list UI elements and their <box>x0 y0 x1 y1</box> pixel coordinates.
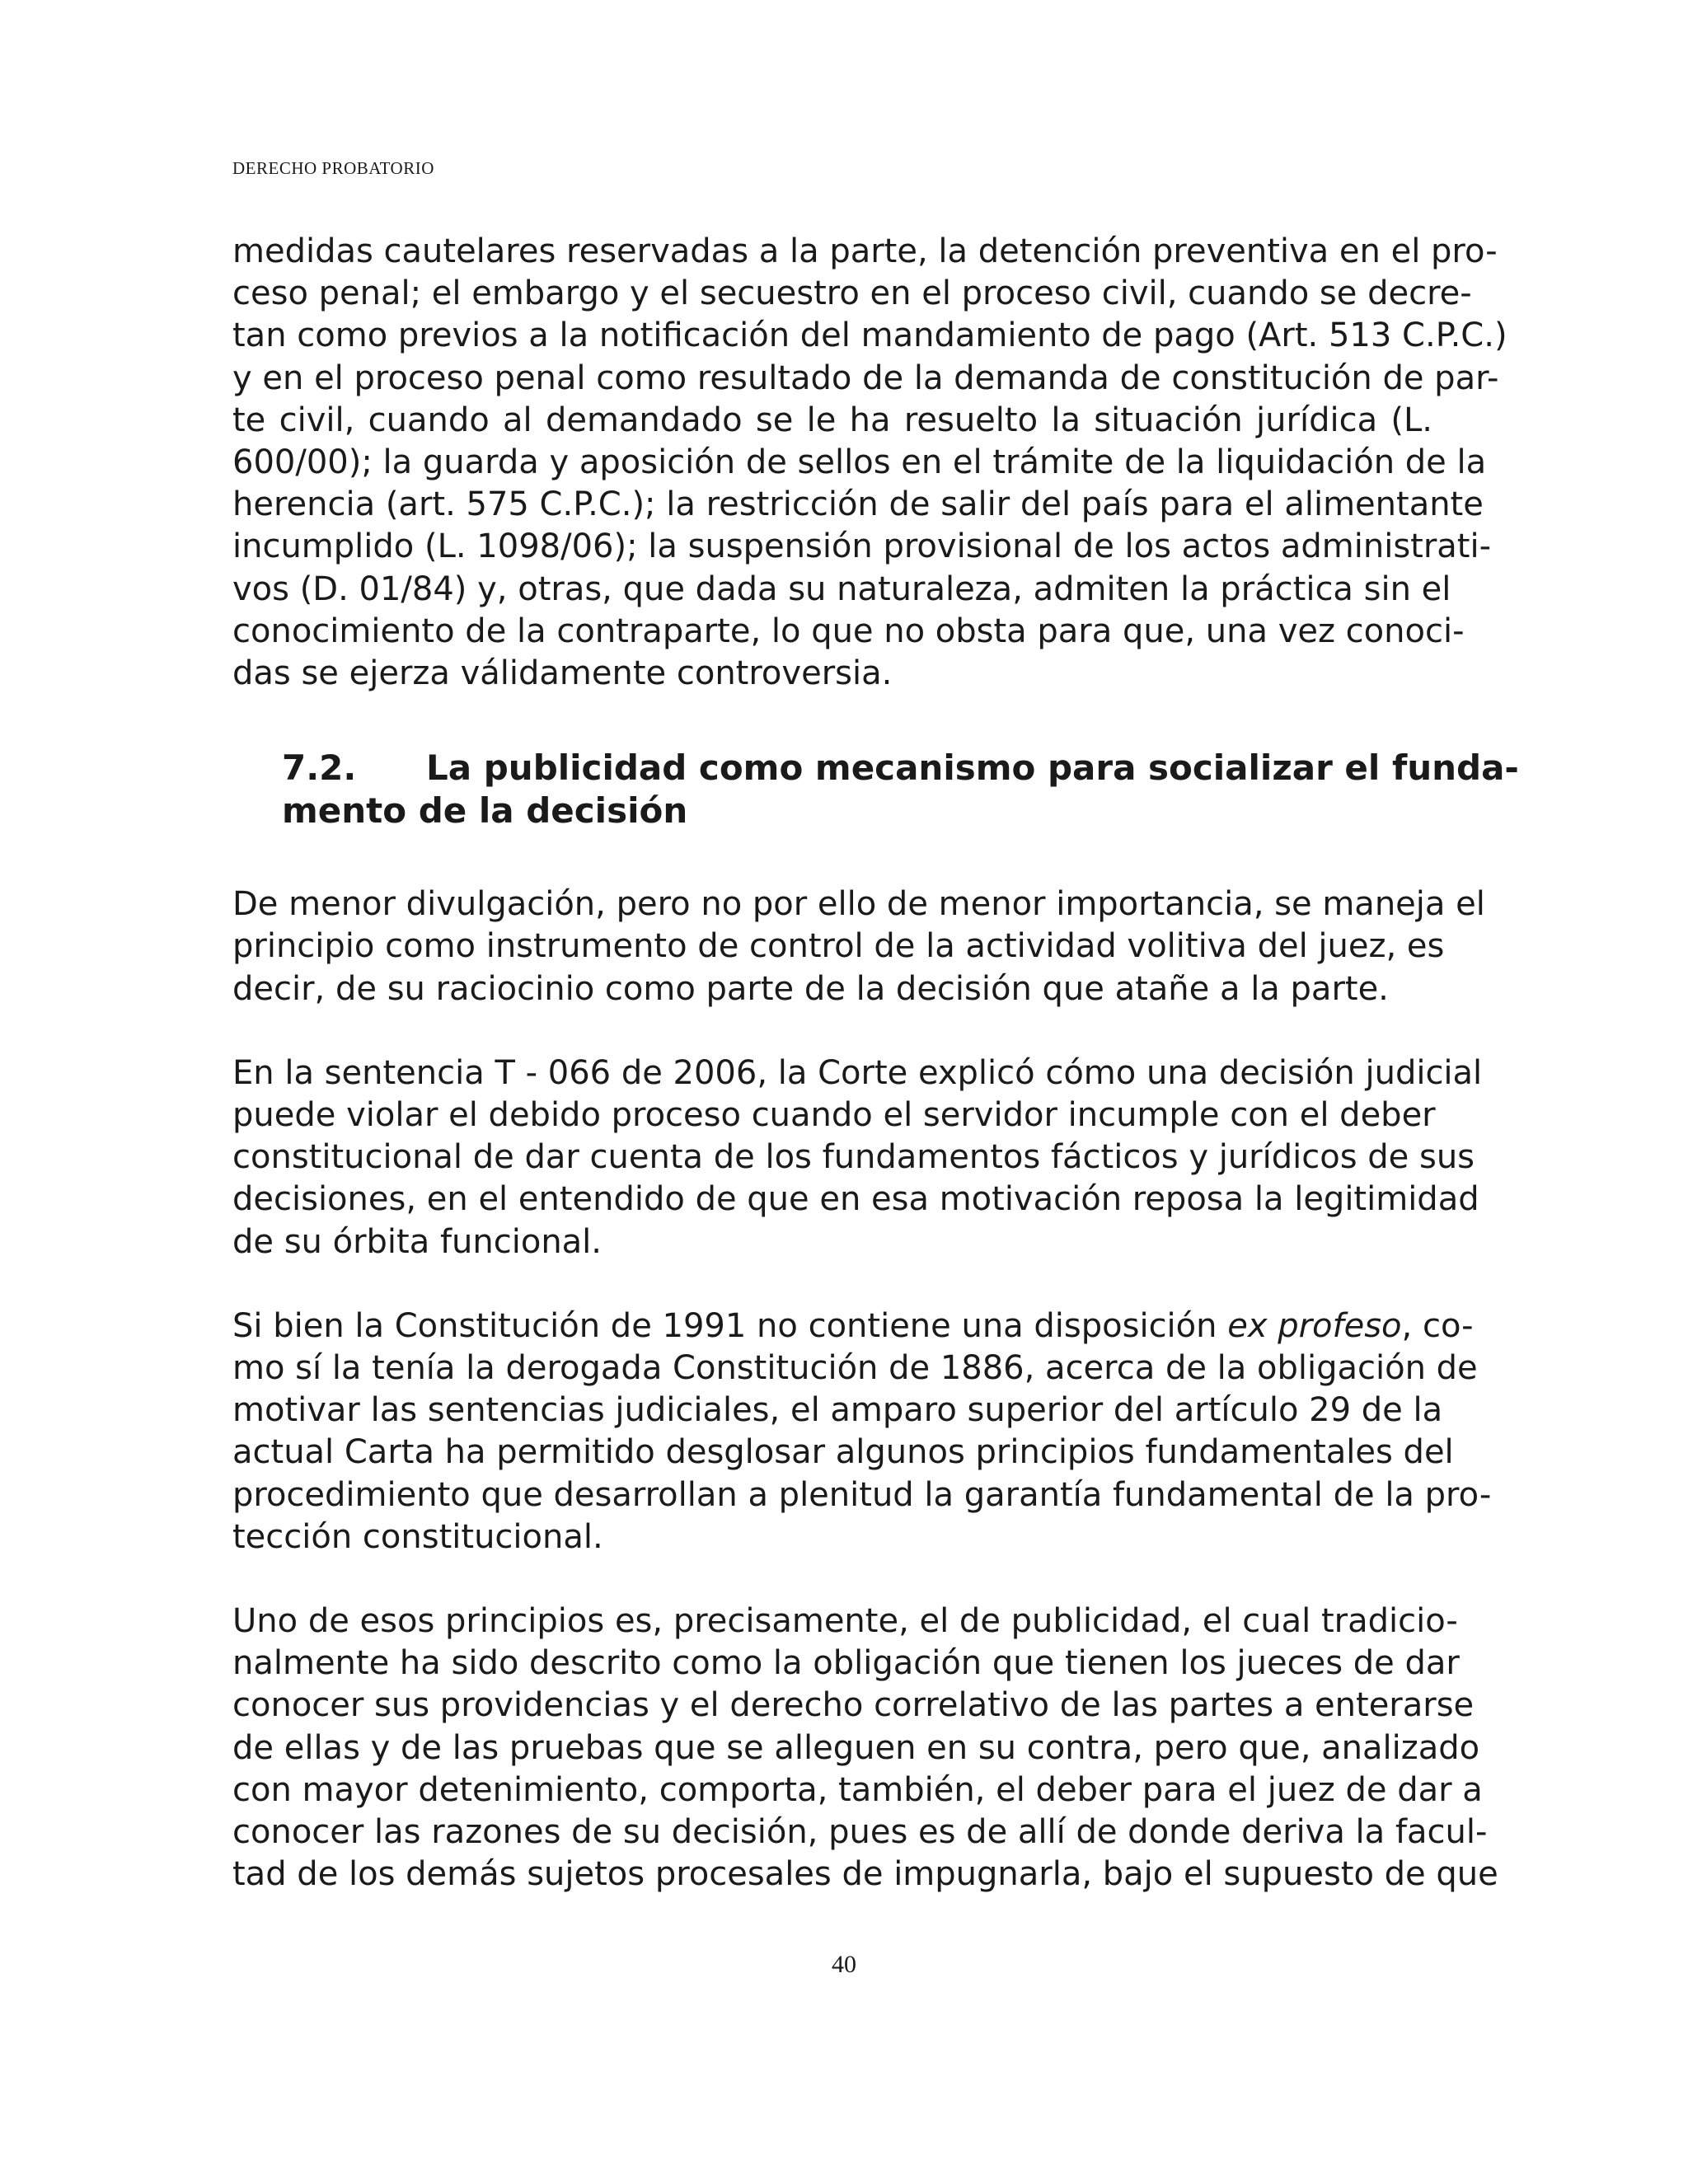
text-line: ceso penal; el embargo y el secuestro en el proceso civil, cuando se decre- <box>232 274 1472 313</box>
text-line: constitucional de dar cuenta de los fundamentos fácticos y jurídicos de sus <box>232 1138 1475 1177</box>
text-line: puede violar el debido proceso cuando el servidor incumple con el deber <box>232 1096 1436 1135</box>
text-line: En la sentencia T - 066 de 2006, la Corte explicó cómo una decisión judicial <box>232 1053 1483 1092</box>
text-fragment: , co- <box>1401 1306 1474 1345</box>
text-line: tad de los demás sujetos procesales de impugnarla, bajo el supuesto de que <box>232 1855 1498 1894</box>
text-fragment: Si bien la Constitución de 1991 no contiene una disposición <box>232 1306 1228 1345</box>
italic-term: ex profeso <box>1227 1306 1402 1345</box>
section-title-line: mento de la decisión <box>282 790 688 832</box>
text-line: decisiones, en el entendido de que en esa motivación reposa la legitimidad <box>232 1180 1479 1219</box>
paragraph-cautelares <box>232 231 1507 695</box>
text-line: conocimiento de la contraparte, lo que no obsta para que, una vez conoci- <box>232 612 1465 650</box>
text-line: incumplido (L. 1098/06); la suspensión provisional de los actos administrati- <box>232 527 1492 566</box>
text-line: herencia (art. 575 C.P.C.); la restricción de salir del país para el alimentante <box>232 485 1484 524</box>
text-line: vos (D. 01/84) y, otras, que dada su naturaleza, admiten la práctica sin el <box>232 569 1451 608</box>
text-line: 600/00); la guarda y aposición de sellos en el trámite de la liquidación de la <box>232 443 1487 482</box>
page-number: 40 <box>832 1951 856 1978</box>
text-line: te civil, cuando al demandado se le ha resuelto la situación jurídica (L. <box>232 401 1432 439</box>
text-line: procedimiento que desarrollan a plenitud la garantía fundamental de la pro- <box>232 1475 1492 1514</box>
text-line: conocer sus providencias y el derecho correlativo de las partes a enterarse <box>232 1686 1475 1725</box>
section-heading <box>232 747 1519 832</box>
text-line: nalmente ha sido descrito como la obligación que tienen los jueces de dar <box>232 1644 1460 1683</box>
text-line: principio como instrumento de control de la actividad volitiva del juez, es <box>232 927 1445 966</box>
text-line: das se ejerza válidamente controversia. <box>232 654 893 693</box>
text-line <box>232 1305 1474 1347</box>
text-line: y en el proceso penal como resultado de la demanda de constitución de par- <box>232 359 1499 397</box>
text-line: de ellas y de las pruebas que se alleguen en su contra, pero que, analizado <box>232 1728 1480 1767</box>
section-title-line: La publicidad como mecanismo para socializar el funda- <box>426 748 1519 789</box>
text-line: de su órbita funcional. <box>232 1222 603 1261</box>
text-line: conocer las razones de su decisión, pues es de allí de donde deriva la facul- <box>232 1813 1488 1852</box>
paragraph-menor-divulgacion <box>232 883 1485 1010</box>
page-body <box>232 231 1519 1938</box>
text-line: medidas cautelares reservadas a la parte, la detención preventiva en el pro- <box>232 232 1498 270</box>
paragraph-constitucion <box>232 1305 1492 1558</box>
paragraph-sentencia <box>232 1052 1483 1263</box>
paragraph-publicidad <box>232 1601 1498 1896</box>
text-line: mo sí la tenía la derogada Constitución de 1886, acerca de la obligación de <box>232 1349 1478 1388</box>
text-line: motivar las sentencias judiciales, el amparo superior del artículo 29 de la <box>232 1391 1443 1430</box>
text-line: Uno de esos principios es, precisamente, el de publicidad, el cual tradicio- <box>232 1602 1458 1641</box>
text-line: tan como previos a la notificación del mandamiento de pago (Art. 513 C.P.C.) <box>232 316 1507 355</box>
text-line: tección constitucional. <box>232 1517 603 1556</box>
section-number: 7.2. <box>282 748 357 789</box>
text-line: decir, de su raciocinio como parte de la decisión que atañe a la parte. <box>232 969 1389 1008</box>
text-line: actual Carta ha permitido desglosar algunos principios fundamentales del <box>232 1433 1454 1472</box>
running-header: DERECHO PROBATORIO <box>232 158 434 178</box>
text-line: De menor divulgación, pero no por ello de menor importancia, se maneja el <box>232 885 1485 924</box>
text-line: con mayor detenimiento, comporta, también, el deber para el juez de dar a <box>232 1770 1483 1809</box>
